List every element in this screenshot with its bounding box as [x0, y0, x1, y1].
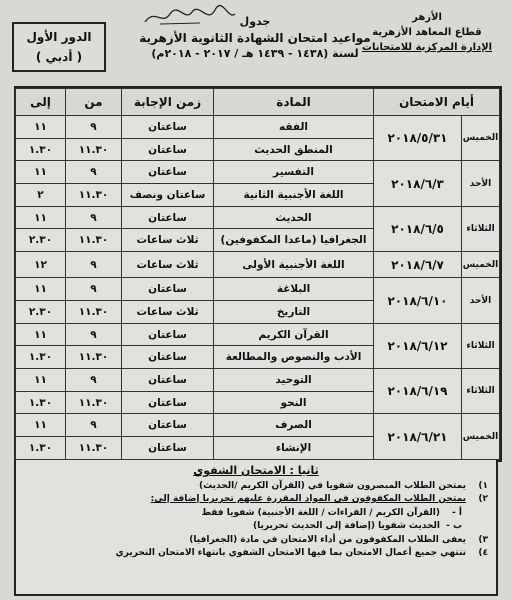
title-year: لسنة (١٤٣٨ - ١٤٣٩ هـ / ٢٠١٧ - ٢٠١٨م)	[151, 47, 359, 60]
exam-day: الخميس	[462, 116, 500, 161]
exam-end-time: ١١	[16, 278, 66, 301]
exam-date: ٢٠١٨/٦/١٩	[374, 369, 462, 414]
oral-note-4: ٤) تنتهي جميع أعمال الامتحان بما فيها الامتحان الشفوي بانتهاء الامتحان التحريري	[115, 548, 488, 558]
round-badge	[12, 22, 106, 72]
exam-start-time: ١١.٣٠	[66, 138, 122, 161]
exam-end-time: ١١	[16, 206, 66, 229]
exam-duration: ساعتان	[122, 414, 214, 437]
exam-subject: النحو	[214, 391, 374, 414]
exam-duration: ساعتان	[122, 161, 214, 184]
exam-subject: الفقه	[214, 116, 374, 139]
exam-subject: الإنشاء	[214, 437, 374, 460]
header-to: إلى	[16, 89, 66, 116]
exam-end-time: ١.٣٠	[16, 346, 66, 369]
exam-start-time: ١١.٣٠	[66, 229, 122, 252]
exam-subject: الصرف	[214, 414, 374, 437]
exam-duration: ثلاث ساعات	[122, 301, 214, 324]
exam-end-time: ١.٣٠	[16, 391, 66, 414]
document-title	[120, 14, 390, 62]
exam-start-time: ١١.٣٠	[66, 346, 122, 369]
exam-duration: ساعتان	[122, 323, 214, 346]
table-body	[16, 116, 500, 460]
exam-start-time: ٩	[66, 206, 122, 229]
exam-subject: التوحيد	[214, 369, 374, 392]
exam-date: ٢٠١٨/٦/٣	[374, 161, 462, 206]
header-duration: زمن الإجابة	[122, 89, 214, 116]
exam-end-time: ١١	[16, 414, 66, 437]
exam-day: الثلاثاء	[462, 369, 500, 414]
exam-duration: ساعتان ونصف	[122, 184, 214, 207]
exam-start-time: ٩	[66, 116, 122, 139]
exam-duration: ساعتان	[122, 138, 214, 161]
exam-end-time: ١.٣٠	[16, 138, 66, 161]
header-subject: المادة	[214, 89, 374, 116]
exam-subject: التفسير	[214, 161, 374, 184]
exam-table	[15, 88, 500, 460]
exam-subject: المنطق الحديث	[214, 138, 374, 161]
org-line-admin: الإدارة المركزية للامتحانات	[361, 42, 493, 53]
oral-note-1: ١) يمتحن الطلاب المبصرون شفويا في (القرآن الكريم /الحديث)	[199, 480, 488, 491]
exam-duration: ساعتان	[122, 206, 214, 229]
title-schedule: جدول	[239, 15, 271, 28]
table-row	[16, 369, 500, 392]
exam-subject: اللغة الأجنبية الثانية	[214, 184, 374, 207]
exam-subject: اللغة الأجنبية الأولى	[214, 252, 374, 278]
exam-duration: ساعتان	[122, 391, 214, 414]
table-row	[16, 252, 500, 278]
exam-subject: الحديث	[214, 206, 374, 229]
exam-end-time: ١١	[16, 116, 66, 139]
exam-subject: الجغرافيا (ماعدا المكفوفين)	[214, 229, 374, 252]
exam-duration: ساعتان	[122, 369, 214, 392]
exam-start-time: ١١.٣٠	[66, 301, 122, 324]
exam-duration: ساعتان	[122, 437, 214, 460]
table-row	[16, 206, 500, 229]
exam-end-time: ١.٣٠	[16, 437, 66, 460]
exam-end-time: ١١	[16, 323, 66, 346]
header-from: من	[66, 89, 122, 116]
exam-duration: ثلاث ساعات	[122, 229, 214, 252]
exam-subject: البلاغة	[214, 278, 374, 301]
table-row	[16, 161, 500, 184]
oral-note-2a: أ - (القرآن الكريم / القراءات / اللغة الأجنبية) شفويا فقط	[201, 507, 462, 518]
exam-start-time: ١١.٣٠	[66, 391, 122, 414]
header-days: أيام الامتحان	[374, 89, 500, 116]
exam-start-time: ٩	[66, 369, 122, 392]
exam-date: ٢٠١٨/٦/٧	[374, 252, 462, 278]
exam-date: ٢٠١٨/٦/٢١	[374, 414, 462, 460]
round-track: ( أدبي )	[35, 50, 83, 64]
exam-day: الأحد	[462, 278, 500, 323]
exam-date: ٢٠١٨/٦/١٠	[374, 278, 462, 323]
exam-subject: الأدب والنصوص والمطالعة	[214, 346, 374, 369]
table-row	[16, 414, 500, 437]
exam-date: ٢٠١٨/٦/٥	[374, 206, 462, 251]
oral-note-3: ٣) يعفى الطلاب المكفوفون من أداء الامتحان في مادة (الجغرافيا)	[189, 534, 488, 545]
exam-end-time: ١١	[16, 161, 66, 184]
title-exam-dates: مواعيد امتحان الشهادة الثانوية الأزهرية	[139, 31, 371, 45]
exam-day: الثلاثاء	[462, 323, 500, 368]
exam-start-time: ٩	[66, 161, 122, 184]
org-line-azhar: الأزهر	[412, 12, 442, 23]
exam-end-time: ١١	[16, 369, 66, 392]
org-line-sector: قطاع المعاهد الأزهرية	[372, 27, 482, 38]
exam-date: ٢٠١٨/٥/٣١	[374, 116, 462, 161]
exam-end-time: ١٢	[16, 252, 66, 278]
oral-note-2b: ب - الحديث شفويا (إضافة إلى الحديث تحريريا)	[252, 521, 462, 531]
exam-duration: ساعتان	[122, 116, 214, 139]
exam-date: ٢٠١٨/٦/١٢	[374, 323, 462, 368]
exam-day: الخميس	[462, 414, 500, 460]
exam-start-time: ٩	[66, 414, 122, 437]
exam-start-time: ١١.٣٠	[66, 184, 122, 207]
exam-end-time: ٢	[16, 184, 66, 207]
exam-duration: ثلاث ساعات	[122, 252, 214, 278]
exam-start-time: ٩	[66, 323, 122, 346]
exam-subject: القرآن الكريم	[214, 323, 374, 346]
exam-day: الخميس	[462, 252, 500, 278]
exam-day: الأحد	[462, 161, 500, 206]
exam-subject: التاريخ	[214, 301, 374, 324]
table-row	[16, 116, 500, 139]
oral-exam-title: ثانيا : الامتحان الشفوي	[193, 464, 319, 477]
exam-start-time: ٩	[66, 278, 122, 301]
exam-start-time: ٩	[66, 252, 122, 278]
exam-table-container	[14, 86, 502, 462]
exam-duration: ساعتان	[122, 346, 214, 369]
table-header-row	[16, 89, 500, 116]
exam-start-time: ١١.٣٠	[66, 437, 122, 460]
oral-exam-section	[14, 460, 498, 596]
exam-end-time: ٢.٣٠	[16, 301, 66, 324]
exam-duration: ساعتان	[122, 278, 214, 301]
table-row	[16, 323, 500, 346]
table-row	[16, 278, 500, 301]
exam-end-time: ٢.٣٠	[16, 229, 66, 252]
oral-note-2: ٢) يمتحن الطلاب المكفوفون في المواد المقررة عليهم تحريريا إضافة إلى:	[150, 494, 488, 504]
round-label: الدور الأول	[26, 30, 92, 44]
exam-day: الثلاثاء	[462, 206, 500, 251]
